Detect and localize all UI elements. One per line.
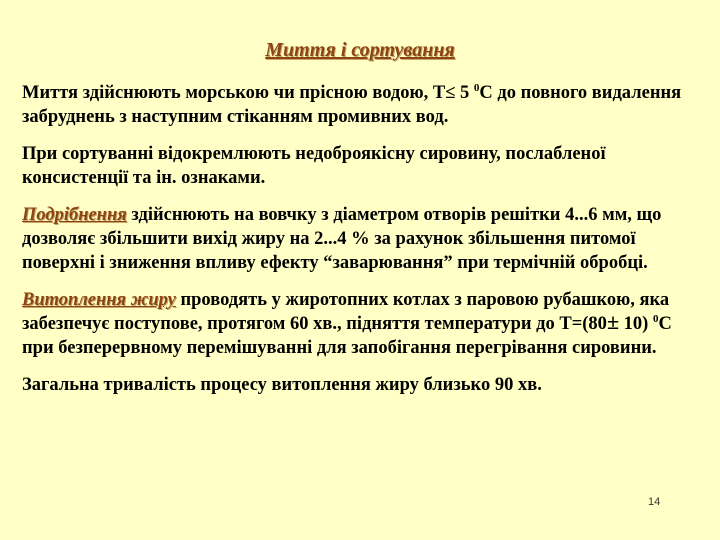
paragraph-total: Загальна тривалість процесу витоплення жиру близько 90 хв. [22, 375, 542, 395]
page-number: 14 [648, 496, 661, 508]
term-grinding: Подрібнення [22, 205, 127, 225]
term-rendering: Витоплення жиру [22, 290, 176, 310]
rendering-text-1: проводять у жиротопних котлах з паровою рубашкою, яка забезпечує поступове, протягом 60 хв., підняття температури до Т=(80 [22, 290, 670, 334]
paragraph-rendering [22, 288, 702, 360]
degree-sup-2: 0 [652, 313, 659, 325]
grinding-text: здійснюють на вовчку з діаметром отворів решітки 4...6 мм, що дозволяє збільшити вихід жиру на 2...4 % за рахунок збільшення питомої поверхні і зниження впливу ефекту “заварювання” при термічній обробці. [22, 205, 662, 273]
slide-title: Миття і сортування [265, 39, 455, 61]
rendering-text-3: С при безперервному перемішуванні для запобігання перегрівання сировини. [22, 314, 672, 358]
washing-text-2: С до повного видалення забруднень з наступним стіканням промивних вод. [22, 83, 682, 127]
slide-content [22, 81, 702, 410]
paragraph-washing [22, 81, 702, 129]
paragraph-sorting: При сортуванні відокремлюють недоброякісну сировину, послабленої консистенції та ін. ознаками. [22, 144, 606, 188]
paragraph-grinding [22, 203, 702, 275]
plus-minus-sign: ± [606, 309, 620, 334]
rendering-text-2: 10) [619, 314, 653, 334]
degree-sup: 0 [473, 82, 480, 94]
washing-text-1: Миття здійснюють морською чи прісною водою, Т≤ 5 [22, 83, 474, 103]
